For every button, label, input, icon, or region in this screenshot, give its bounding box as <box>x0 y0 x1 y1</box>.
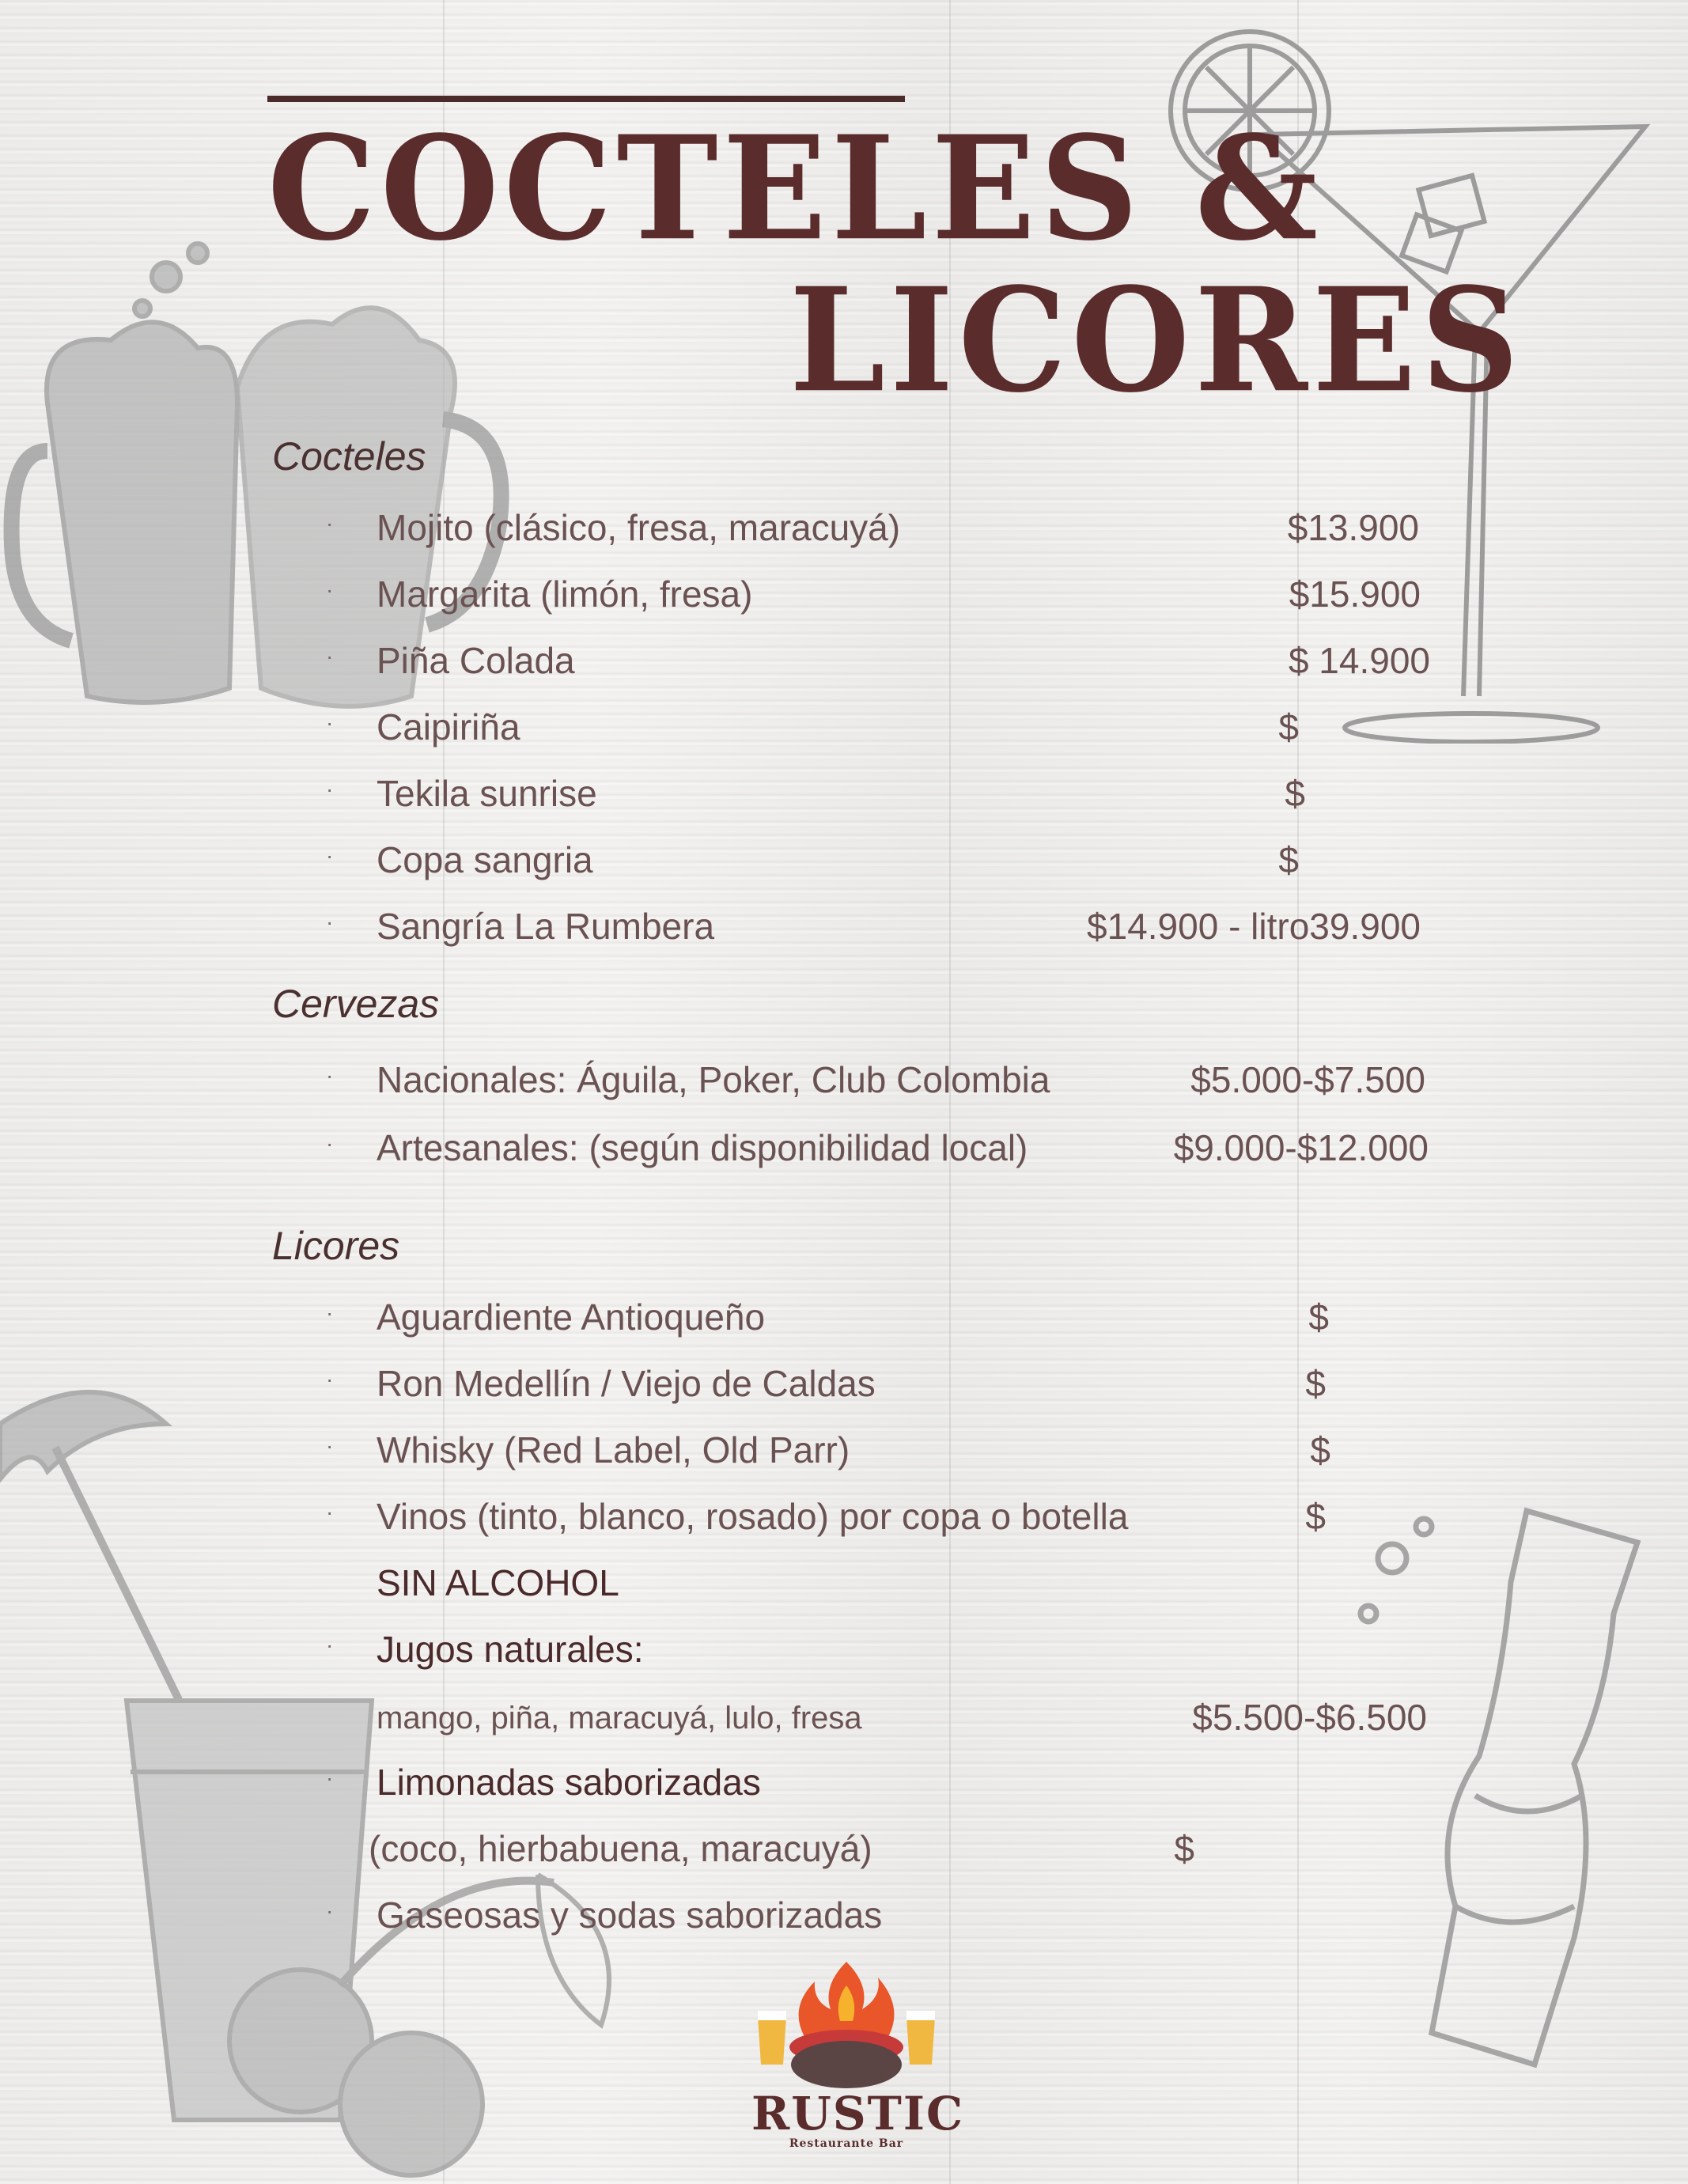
bullet: · <box>326 1131 334 1156</box>
item-price: $ <box>1308 1296 1329 1338</box>
item-name: Margarita (limón, fresa) <box>377 573 753 615</box>
section-heading-cervezas: Cervezas <box>272 982 440 1026</box>
item-detail: mango, piña, maracuyá, lulo, fresa <box>377 1701 862 1735</box>
item-name: Artesanales: (según disponibilidad local) <box>377 1127 1028 1168</box>
bullet: · <box>326 1300 334 1325</box>
list-item <box>0 506 1688 554</box>
item-price: $14.900 - litro39.900 <box>1087 906 1421 947</box>
item-price: $ <box>1310 1429 1330 1471</box>
item-price: $ <box>1285 773 1305 814</box>
item-name: Aguardiente Antioqueño <box>377 1296 766 1338</box>
list-item <box>0 1429 1688 1476</box>
list-item-detail <box>0 1827 1688 1875</box>
item-price: $ <box>1305 1496 1326 1537</box>
page-title-line-1: COCTELES & <box>267 104 1323 273</box>
list-item <box>0 772 1688 819</box>
grill-flame-icon <box>751 1954 941 2088</box>
list-item <box>0 1126 1688 1174</box>
list-item <box>0 838 1688 886</box>
section-heading-licores: Licores <box>272 1224 400 1268</box>
item-name: Ron Medellín / Viejo de Caldas <box>377 1363 876 1404</box>
bullet: · <box>326 777 334 801</box>
list-item <box>0 706 1688 753</box>
item-name: Caipiriña <box>377 706 520 748</box>
item-price: $ <box>1305 1363 1326 1404</box>
section-heading-sin-alcohol <box>0 1561 1688 1609</box>
item-detail: (coco, hierbabuena, maracuyá) <box>369 1828 872 1869</box>
sin-alcohol-heading: SIN ALCOHOL <box>377 1562 619 1603</box>
list-item <box>0 1628 1688 1675</box>
item-price: $9.000-$12.000 <box>1173 1127 1429 1168</box>
list-item <box>0 1761 1688 1808</box>
list-item <box>0 1894 1688 1941</box>
bullet: · <box>326 710 334 735</box>
item-name: Whisky (Red Label, Old Parr) <box>377 1429 850 1471</box>
list-item <box>0 905 1688 952</box>
item-price: $ <box>1174 1828 1194 1869</box>
list-item <box>0 1362 1688 1410</box>
item-name: Vinos (tinto, blanco, rosado) por copa o botella <box>377 1496 1129 1537</box>
bullet: · <box>326 577 334 602</box>
logo-tagline: Restaurante Bar <box>789 2137 904 2150</box>
bullet: · <box>326 511 334 536</box>
item-price: $ <box>1278 706 1299 748</box>
item-name: Gaseosas y sodas saborizadas <box>377 1894 883 1936</box>
item-name: Jugos naturales: <box>377 1629 644 1670</box>
list-item <box>0 639 1688 687</box>
page-title-line-2: LICORES <box>789 255 1524 425</box>
item-name: Copa sangria <box>377 839 593 880</box>
bullet: · <box>326 1500 334 1524</box>
item-name: Limonadas saborizadas <box>377 1762 761 1803</box>
item-price: $ 14.900 <box>1288 640 1430 681</box>
list-item <box>0 1296 1688 1343</box>
section-heading-cocteles: Cocteles <box>272 434 426 479</box>
item-price: $13.900 <box>1287 507 1419 548</box>
item-price: $ <box>1278 839 1299 880</box>
item-name: Nacionales: Águila, Poker, Club Colombia <box>377 1059 1050 1100</box>
list-item <box>0 573 1688 620</box>
bullet: · <box>326 1367 334 1391</box>
logo-name: RUSTIC <box>751 2087 965 2140</box>
bullet: · <box>326 1063 334 1088</box>
bullet: · <box>326 1433 334 1458</box>
bullet: · <box>326 644 334 668</box>
bullet: · <box>326 1898 334 1923</box>
item-price: $5.500-$6.500 <box>1192 1697 1427 1738</box>
bullet: · <box>326 910 334 934</box>
bullet: · <box>326 1766 334 1790</box>
list-item <box>0 1058 1688 1106</box>
item-name: Mojito (clásico, fresa, maracuyá) <box>377 507 901 548</box>
bullet: · <box>326 843 334 868</box>
list-item <box>0 1495 1688 1542</box>
title-rule <box>267 96 905 102</box>
item-price: $15.900 <box>1289 573 1421 615</box>
rustic-logo <box>751 1954 965 2152</box>
item-price: $5.000-$7.500 <box>1190 1059 1425 1100</box>
item-name: Sangría La Rumbera <box>377 906 715 947</box>
bullet: · <box>326 1633 334 1657</box>
item-name: Piña Colada <box>377 640 575 681</box>
item-name: Tekila sunrise <box>377 773 597 814</box>
list-item-detail <box>0 1696 1688 1743</box>
